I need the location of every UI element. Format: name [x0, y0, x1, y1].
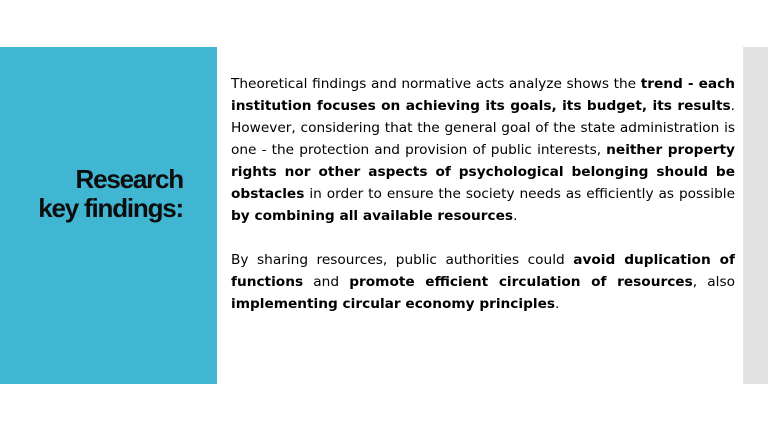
paragraph-segment: in order to ensure the society needs as efficiently as possible [304, 186, 735, 202]
paragraph-segment-bold: trend - each institution focuses on achieving its goals, its budget, its results [231, 76, 735, 114]
paragraph-segment-bold: promote efficient circulation of resources [349, 274, 693, 290]
slide-title [38, 165, 183, 223]
paragraph-segment: and [303, 274, 350, 290]
side-strip [743, 47, 768, 384]
title-line-1: Research [75, 164, 183, 194]
paragraph-segment: By sharing resources, public authorities could [231, 252, 574, 268]
paragraph-segment: Theoretical findings and normative acts analyze shows the [231, 76, 641, 92]
findings-paragraph-1 [231, 73, 735, 227]
paragraph-segment-bold: neither property rights nor other aspects of psychological belonging should be obstacles [231, 142, 735, 202]
title-panel [0, 47, 217, 384]
findings-text [231, 73, 735, 315]
paragraph-segment: . However, considering that the general goal of the state administration is one - the protection and provision of public interests, [231, 98, 735, 158]
paragraph-segment-bold: implementing circular economy principles [231, 296, 556, 312]
title-line-2: key findings: [38, 193, 183, 223]
paragraph-segment: . [555, 296, 560, 312]
paragraph-segment-bold: avoid duplication of functions [231, 252, 735, 290]
paragraph-segment: , also [692, 274, 735, 290]
paragraph-segment-bold: by combining all available resources [231, 208, 514, 224]
findings-paragraph-2 [231, 249, 735, 315]
paragraph-segment: . [513, 208, 518, 224]
